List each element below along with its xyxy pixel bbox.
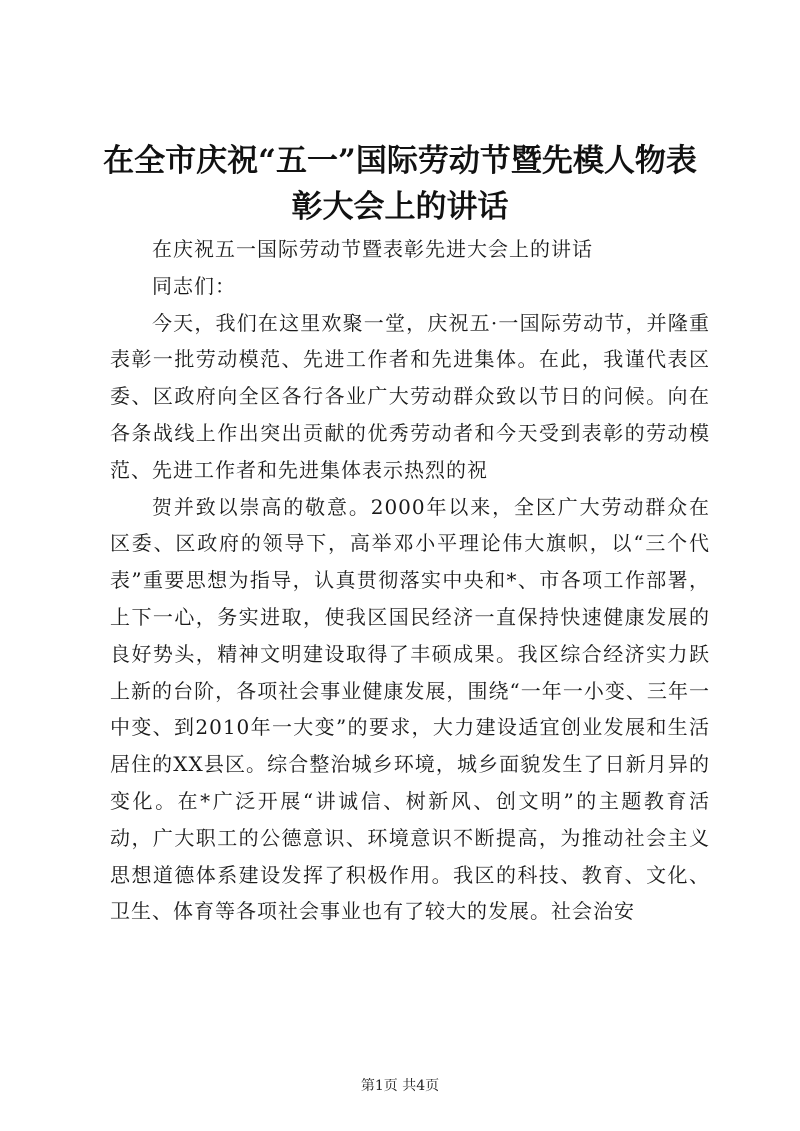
salutation-paragraph: 同志们： <box>152 273 236 298</box>
page-footer: 第1页 共4页 <box>360 1078 440 1094</box>
document-body <box>110 231 710 930</box>
body-paragraph: 今天，我们在这里欢聚一堂，庆祝五·一国际劳动节，并隆重表彰一批劳动模范、先进工作者和先进集体。在此，我谨代表区委、区政府向全区各行各业广大劳动群众致以节日的问候。向在各条战线上作出突出贡献的优秀劳动者和今天受到表彰的劳动模范、先进工作者和先进集体表示热烈的祝 <box>110 310 710 482</box>
body-paragraph: 贺并致以崇高的敬意。2000年以来，全区广大劳动群众在区委、区政府的领导下，高举邓小平理论伟大旗帜，以“三个代表”重要思想为指导，认真贯彻落实中央和*、市各项工作部署，上下一心，务实进取，使我区国民经济一直保持快速健康发展的良好势头，精神文明建设取得了丰硕成果。我区综合经济实力跃上新的台阶，各项社会事业健康发展，围绕“一年一小变、三年一中变、到2010年一大变”的要求，大力建设适宜创业发展和生活居住的XX县区。综合整治城乡环境，城乡面貌发生了日新月异的变化。在*广泛开展“讲诚信、树新风、创文明”的主题教育活动，广大职工的公德意识、环境意识不断提高，为推动社会主义思想道德体系建设发挥了积极作用。我区的科技、教育、文化、卫生、体育等各项社会事业也有了较大的发展。社会治安 <box>110 494 710 924</box>
document-title: 在全市庆祝“五一”国际劳动节暨先模人物表彰大会上的讲话 <box>103 143 697 225</box>
subtitle-paragraph: 在庆祝五一国际劳动节暨表彰先进大会上的讲话 <box>152 237 593 261</box>
